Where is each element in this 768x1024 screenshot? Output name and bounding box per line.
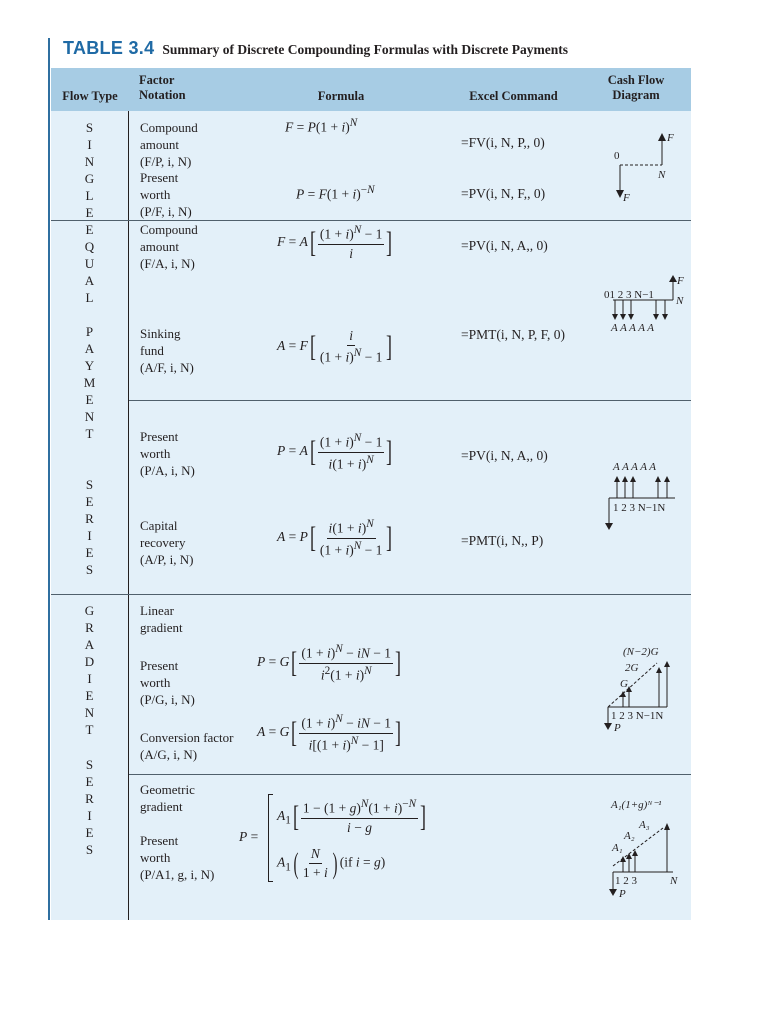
factor-fa <box>140 221 198 272</box>
flow-type-letter: I <box>87 671 92 686</box>
diagram-equal-payment-pa <box>603 456 691 540</box>
factor-gg-line1: Geometric <box>140 782 195 797</box>
header-flow-type: Flow Type <box>62 89 118 103</box>
formula-pa1-case2: $A_1$( $\frac{N}{1 + i}$ ) (if i = g) <box>277 846 386 880</box>
flow-type-letter: L <box>85 188 94 203</box>
flow-type-letter: E <box>85 494 94 509</box>
diagram-pg-p: P <box>614 722 621 734</box>
diagram-linear-gradient <box>601 643 691 743</box>
flow-type-gradient-series <box>51 602 128 858</box>
factor-pa1-line2: worth <box>140 850 171 865</box>
table-header <box>51 68 691 111</box>
factor-gg-line2: gradient <box>140 799 183 814</box>
header-cash-flow-diagram <box>596 73 676 103</box>
diagram-pg-label-2g: 2G <box>625 662 639 674</box>
factor-ap-notation: (A/P, i, N) <box>140 552 194 567</box>
factor-pg-line2: worth <box>140 675 171 690</box>
flow-type-letter: D <box>84 654 95 669</box>
factor-af-line2: fund <box>140 343 164 358</box>
flow-type-letter: E <box>85 222 94 237</box>
header-excel-command: Excel Command <box>469 89 558 103</box>
flow-type-letter: I <box>87 137 92 152</box>
diagram-geo-label-a1: A₁ <box>612 842 623 854</box>
flow-type-letter: S <box>85 757 94 772</box>
flow-type-letter: A <box>84 341 95 356</box>
diagram-fa-a-labels: A A A A A <box>611 322 655 334</box>
flow-type-letter: E <box>85 688 94 703</box>
factor-pa-line1: Present <box>140 429 179 444</box>
flow-type-letter: A <box>84 637 95 652</box>
factor-linear-gradient <box>140 602 183 636</box>
factor-fp-line2: amount <box>140 137 179 152</box>
flow-type-letter: S <box>85 477 94 492</box>
flow-type-letter: N <box>84 705 95 720</box>
diagram-single-f-top: F <box>667 132 674 144</box>
formula-pa: P = A[ $\frac{(1 + i)^N - 1}{i(1 + i)^N}$ ] <box>277 432 393 471</box>
flow-type-gap <box>51 738 128 756</box>
factor-pa1 <box>140 832 214 883</box>
factor-ap-line2: recovery <box>140 535 186 550</box>
diagram-geo-p: P <box>619 888 626 900</box>
formula-pa1-case1: $A_1$[ $\frac{1 - (1 + g)^N(1 + i)^{-N}}{i - g}$ ] <box>277 798 427 835</box>
flow-type-letter: L <box>85 290 94 305</box>
table-title <box>63 38 568 59</box>
factor-af-notation: (A/F, i, N) <box>140 360 194 375</box>
flow-type-letter: I <box>87 528 92 543</box>
diagram-geo-axis: 1 2 3 <box>615 875 637 887</box>
factor-fp-notation: (F/P, i, N) <box>140 154 192 169</box>
row-separator-equal <box>51 594 691 595</box>
factor-fa-notation: (F/A, i, N) <box>140 256 195 271</box>
row-separator-sinking <box>129 400 691 401</box>
factor-fp-line1: Compound <box>140 120 198 135</box>
table-number: TABLE 3.4 <box>63 38 155 58</box>
flow-type-letter: S <box>85 842 94 857</box>
factor-pg-notation: (P/G, i, N) <box>140 692 195 707</box>
factor-ap <box>140 517 193 568</box>
column-divider <box>128 111 129 920</box>
diagram-fa-axis: 01 2 3 N−1 <box>604 289 654 301</box>
factor-ap-line1: Capital <box>140 518 178 533</box>
factor-fp <box>140 119 198 170</box>
flow-type-letter: Y <box>84 358 95 373</box>
flow-type-letter: P <box>85 324 94 339</box>
factor-fa-line1: Compound <box>140 222 198 237</box>
flow-type-letter: I <box>87 808 92 823</box>
flow-type-letter: R <box>85 511 94 526</box>
diagram-geometric-gradient <box>601 794 691 904</box>
diagram-geo-label-a2: A₂ <box>624 830 635 842</box>
flow-type-letter: U <box>84 256 95 271</box>
excel-fa: =PV(i, N, A,, 0) <box>461 238 548 253</box>
flow-type-single <box>51 119 128 221</box>
header-factor-line2: Notation <box>139 88 186 102</box>
diagram-geo-label-top: A₁(1+g)ᴺ⁻¹ <box>611 799 662 811</box>
factor-ag-line1: Conversion factor <box>140 730 234 745</box>
excel-af: =PMT(i, N, P, F, 0) <box>461 327 566 342</box>
flow-type-gap <box>51 442 128 476</box>
formula-fa: F = A[ $\frac{(1 + i)^N - 1}{i}$ ] <box>277 224 393 261</box>
flow-type-letter: E <box>85 205 94 220</box>
flow-type-letter: S <box>85 120 94 135</box>
flow-type-equal-payment-series <box>51 221 128 578</box>
title-accent-rule <box>48 38 50 920</box>
flow-type-letter: S <box>85 562 94 577</box>
flow-type-letter: N <box>84 409 95 424</box>
flow-type-letter: T <box>85 722 94 737</box>
flow-type-letter: M <box>83 375 96 390</box>
header-factor-notation <box>139 73 186 103</box>
factor-pa-line2: worth <box>140 446 171 461</box>
diagram-pg-label-g: G <box>620 678 628 690</box>
header-cfd-line1: Cash Flow <box>607 73 665 87</box>
factor-af-line1: Sinking <box>140 326 181 341</box>
factor-pa <box>140 428 195 479</box>
diagram-fa-f: F <box>677 275 684 287</box>
excel-pa: =PV(i, N, A,, 0) <box>461 448 548 463</box>
diagram-single-payment <box>606 128 686 208</box>
factor-fa-line2: amount <box>140 239 179 254</box>
header-formula: Formula <box>317 89 365 103</box>
formula-table <box>51 68 691 920</box>
factor-ag <box>140 729 234 763</box>
diagram-fa-n: N <box>676 295 684 307</box>
diagram-pa-a-labels: A A A A A <box>613 461 657 473</box>
flow-type-letter: E <box>85 392 94 407</box>
formula-pa1: P = <box>239 829 259 844</box>
diagram-single-f-bottom: F <box>623 192 630 204</box>
diagram-pa-axis: 1 2 3 N−1N <box>613 502 666 514</box>
formula-af: A = F[ $\frac{i}{(1 + i)^N - 1}$ ] <box>277 328 393 365</box>
factor-lg-line2: gradient <box>140 620 183 635</box>
formula-ap: A = P[ $\frac{i(1 + i)^N}{(1 + i)^N - 1}$ ] <box>277 518 393 557</box>
factor-lg-line1: Linear <box>140 603 174 618</box>
diagram-single-n: N <box>658 169 666 181</box>
table-caption: Summary of Discrete Compounding Formulas with Discrete Payments <box>162 42 568 57</box>
flow-type-letter: E <box>85 545 94 560</box>
factor-pf <box>140 169 192 220</box>
header-factor-line1: Factor <box>139 73 175 87</box>
formula-pa1-bracket <box>268 794 273 882</box>
excel-fp: =FV(i, N, P,, 0) <box>461 135 545 150</box>
flow-type-letter: R <box>85 791 94 806</box>
factor-pa1-notation: (P/A1, g, i, N) <box>140 867 215 882</box>
flow-type-letter: G <box>84 603 95 618</box>
formula-ag: A = G[ $\frac{(1 + i)^N - iN - 1}{i[(1 + i)^N - 1]}$ ] <box>257 713 402 752</box>
diagram-single-zero: 0 <box>614 150 620 162</box>
factor-pf-line1: Present <box>140 170 179 185</box>
factor-af <box>140 325 194 376</box>
diagram-geo-label-a3: A₃ <box>639 819 650 831</box>
flow-type-letter: E <box>85 774 94 789</box>
factor-pg-line1: Present <box>140 658 179 673</box>
flow-type-letter: E <box>85 825 94 840</box>
factor-pf-line2: worth <box>140 187 171 202</box>
diagram-pg-label-n2g: (N−2)G <box>623 646 659 658</box>
flow-type-letter: A <box>84 273 95 288</box>
factor-pa-notation: (P/A, i, N) <box>140 463 195 478</box>
formula-pf: $P = F(1 + i)^{-N}$ <box>296 184 375 202</box>
diagram-equal-payment-fa <box>601 274 691 344</box>
formula-fp: $F = P(1 + i)^N$ <box>285 117 358 135</box>
row-separator-gradient <box>129 774 691 775</box>
flow-type-letter: G <box>84 171 95 186</box>
excel-ap: =PMT(i, N,, P) <box>461 533 544 548</box>
flow-type-gap <box>51 306 128 323</box>
flow-type-letter: R <box>85 620 94 635</box>
factor-pa1-line1: Present <box>140 833 179 848</box>
formula-pg: P = G[ $\frac{(1 + i)^N - iN - 1}{i^2(1 + i)^N}$ ] <box>257 643 402 682</box>
factor-pf-notation: (P/F, i, N) <box>140 204 192 219</box>
factor-geometric-gradient <box>140 781 195 815</box>
factor-pg <box>140 657 195 708</box>
diagram-pg-axis: 1 2 3 N−1N <box>611 710 664 722</box>
diagram-geo-n: N <box>670 875 678 887</box>
factor-ag-notation: (A/G, i, N) <box>140 747 198 762</box>
flow-type-letter: T <box>85 426 94 441</box>
flow-type-letter: Q <box>84 239 95 254</box>
header-cfd-line2: Diagram <box>612 88 660 102</box>
flow-type-letter: N <box>84 154 95 169</box>
excel-pf: =PV(i, N, F,, 0) <box>461 186 546 201</box>
